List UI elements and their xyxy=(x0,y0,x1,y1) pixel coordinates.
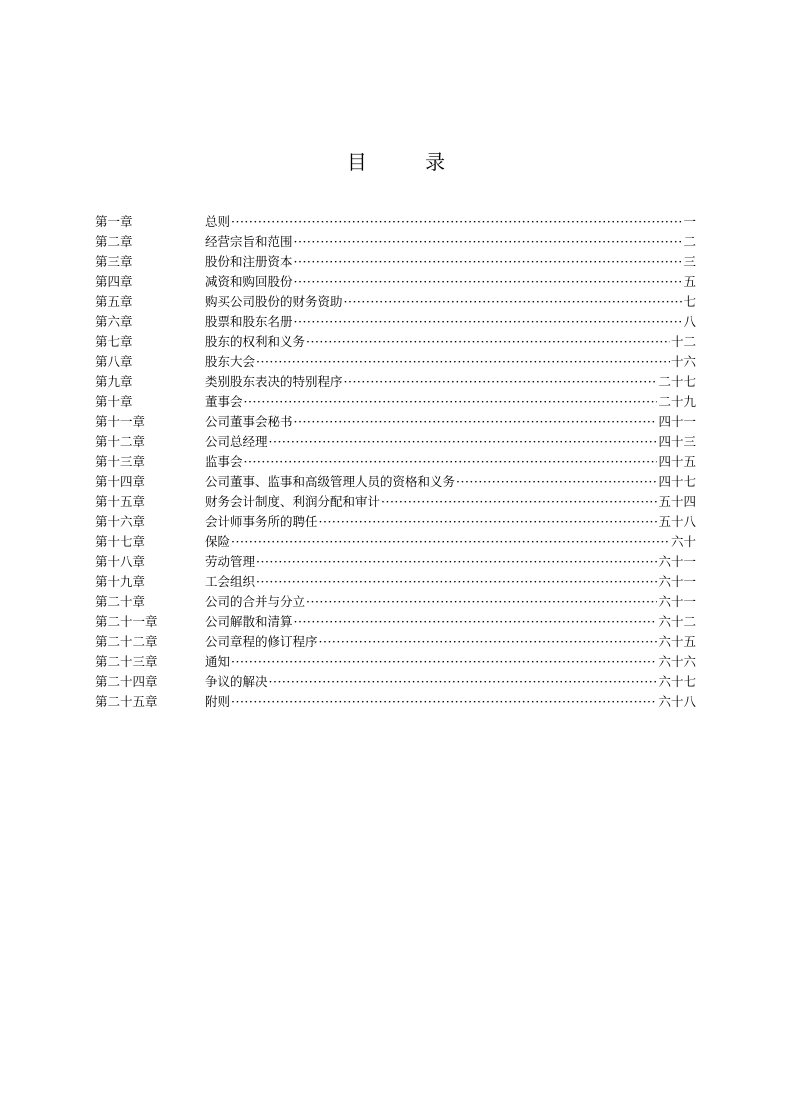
toc-chapter-title: 公司总经理 xyxy=(205,434,268,449)
toc-page-number: 五十八 xyxy=(658,514,696,529)
toc-chapter-title: 股票和股东名册 xyxy=(205,314,293,329)
toc-page-number: 三 xyxy=(683,254,696,269)
toc-dot-leader xyxy=(294,232,683,252)
toc-chapter-title: 公司解散和清算 xyxy=(205,614,293,629)
toc-page-number: 二 xyxy=(683,234,696,249)
toc-entry[interactable] xyxy=(95,352,696,372)
toc-page-number: 六十七 xyxy=(658,674,696,689)
toc-dot-leader xyxy=(231,652,657,672)
toc-chapter-title: 公司章程的修订程序 xyxy=(205,634,318,649)
toc-page-number: 十二 xyxy=(670,334,696,349)
toc-chapter-number: 第十五章 xyxy=(95,494,146,509)
toc-page-number: 五十四 xyxy=(658,494,696,509)
toc-page-number: 五 xyxy=(683,274,696,289)
toc-page-number: 六十五 xyxy=(658,634,696,649)
toc-chapter-number: 第十六章 xyxy=(95,514,146,529)
toc-dot-leader xyxy=(294,612,658,632)
toc-dot-leader xyxy=(231,212,682,232)
toc-entry[interactable] xyxy=(95,632,696,652)
toc-chapter-title: 争议的解决 xyxy=(205,674,268,689)
toc-dot-leader xyxy=(319,512,658,532)
toc-chapter-title: 附则 xyxy=(205,694,231,709)
toc-chapter-number: 第三章 xyxy=(95,254,133,269)
toc-chapter-title: 劳动管理 xyxy=(205,554,256,569)
toc-page-number: 六十六 xyxy=(658,654,696,669)
toc-page-number: 六十一 xyxy=(658,574,696,589)
toc-chapter-number: 第十九章 xyxy=(95,574,146,589)
toc-chapter-number: 第二十一章 xyxy=(95,614,158,629)
toc-page-number: 二十九 xyxy=(658,394,696,409)
toc-dot-leader xyxy=(244,392,658,412)
toc-chapter-number: 第四章 xyxy=(95,274,133,289)
toc-entry[interactable] xyxy=(95,272,696,292)
toc-page-number: 二十七 xyxy=(658,374,696,389)
toc-page-number: 四十七 xyxy=(658,474,696,489)
toc-page-number: 八 xyxy=(683,314,696,329)
toc-chapter-title: 公司的合并与分立 xyxy=(205,594,306,609)
toc-dot-leader xyxy=(456,472,657,492)
toc-page-number: 六十八 xyxy=(658,694,696,709)
toc-chapter-title: 监事会 xyxy=(205,454,243,469)
toc-chapter-title: 通知 xyxy=(205,654,231,669)
toc-page-number: 七 xyxy=(683,294,696,309)
toc-entry[interactable] xyxy=(95,692,696,712)
toc-chapter-number: 第五章 xyxy=(95,294,133,309)
toc-dot-leader xyxy=(344,292,683,312)
toc-page-number: 六十一 xyxy=(658,554,696,569)
toc-chapter-title: 公司董事、监事和高级管理人员的资格和义务 xyxy=(205,474,456,489)
toc-entry[interactable] xyxy=(95,292,696,312)
toc-dot-leader xyxy=(306,592,657,612)
toc-page-number: 十六 xyxy=(670,354,696,369)
toc-chapter-number: 第二十四章 xyxy=(95,674,158,689)
toc-entry[interactable] xyxy=(95,252,696,272)
toc-chapter-title: 财务会计制度、利润分配和审计 xyxy=(205,494,381,509)
toc-page-number: 四十三 xyxy=(658,434,696,449)
toc-dot-leader xyxy=(306,332,670,352)
toc-dot-leader xyxy=(294,272,683,292)
toc-chapter-number: 第六章 xyxy=(95,314,133,329)
toc-entry[interactable] xyxy=(95,592,696,612)
table-of-contents xyxy=(95,212,696,712)
toc-page-number: 四十一 xyxy=(658,414,696,429)
toc-entry[interactable] xyxy=(95,512,696,532)
toc-page-number: 六十二 xyxy=(658,614,696,629)
toc-entry[interactable] xyxy=(95,612,696,632)
toc-chapter-title: 经营宗旨和范围 xyxy=(205,234,293,249)
toc-chapter-title: 总则 xyxy=(205,214,231,229)
toc-chapter-title: 董事会 xyxy=(205,394,243,409)
toc-dot-leader xyxy=(269,432,658,452)
toc-entry[interactable] xyxy=(95,432,696,452)
toc-page-number: 六十 xyxy=(670,534,696,549)
toc-chapter-number: 第七章 xyxy=(95,334,133,349)
toc-chapter-number: 第九章 xyxy=(95,374,133,389)
toc-chapter-number: 第二十五章 xyxy=(95,694,158,709)
toc-chapter-title: 股份和注册资本 xyxy=(205,254,293,269)
toc-entry[interactable] xyxy=(95,212,696,232)
toc-entry[interactable] xyxy=(95,472,696,492)
page-title: 目 录 xyxy=(346,150,472,174)
toc-dot-leader xyxy=(381,492,657,512)
toc-dot-leader xyxy=(256,552,657,572)
toc-chapter-number: 第十一章 xyxy=(95,414,146,429)
toc-chapter-number: 第十七章 xyxy=(95,534,146,549)
toc-chapter-title: 购买公司股份的财务资助 xyxy=(205,294,343,309)
toc-chapter-number: 第十二章 xyxy=(95,434,146,449)
toc-dot-leader xyxy=(256,572,657,592)
toc-chapter-title: 股东的权利和义务 xyxy=(205,334,306,349)
toc-entry[interactable] xyxy=(95,412,696,432)
toc-chapter-title: 股东大会 xyxy=(205,354,256,369)
toc-chapter-title: 工会组织 xyxy=(205,574,256,589)
toc-entry[interactable] xyxy=(95,532,696,552)
toc-page-number: 六十一 xyxy=(658,594,696,609)
toc-dot-leader xyxy=(319,632,658,652)
toc-entry[interactable] xyxy=(95,552,696,572)
toc-entry[interactable] xyxy=(95,312,696,332)
toc-entry[interactable] xyxy=(95,332,696,352)
toc-chapter-number: 第八章 xyxy=(95,354,133,369)
toc-entry[interactable] xyxy=(95,672,696,692)
toc-dot-leader xyxy=(294,412,658,432)
toc-dot-leader xyxy=(231,532,670,552)
toc-chapter-title: 类别股东表决的特别程序 xyxy=(205,374,343,389)
toc-entry[interactable] xyxy=(95,492,696,512)
toc-chapter-number: 第二十三章 xyxy=(95,654,158,669)
toc-chapter-title: 保险 xyxy=(205,534,231,549)
toc-dot-leader xyxy=(294,312,683,332)
toc-entry[interactable] xyxy=(95,372,696,392)
toc-chapter-title: 减资和购回股份 xyxy=(205,274,293,289)
toc-dot-leader xyxy=(231,692,657,712)
toc-chapter-number: 第一章 xyxy=(95,214,133,229)
toc-chapter-number: 第十章 xyxy=(95,394,133,409)
toc-chapter-number: 第二章 xyxy=(95,234,133,249)
toc-entry[interactable] xyxy=(95,572,696,592)
toc-page-number: 四十五 xyxy=(658,454,696,469)
toc-chapter-number: 第二十章 xyxy=(95,594,146,609)
toc-entry[interactable] xyxy=(95,232,696,252)
toc-dot-leader xyxy=(244,452,658,472)
toc-dot-leader xyxy=(256,352,670,372)
toc-dot-leader xyxy=(344,372,658,392)
toc-entry[interactable] xyxy=(95,452,696,472)
toc-page-number: 一 xyxy=(683,214,696,229)
toc-chapter-number: 第二十二章 xyxy=(95,634,158,649)
toc-dot-leader xyxy=(269,672,658,692)
toc-entry[interactable] xyxy=(95,652,696,672)
toc-chapter-number: 第十三章 xyxy=(95,454,146,469)
toc-chapter-title: 会计师事务所的聘任 xyxy=(205,514,318,529)
toc-dot-leader xyxy=(294,252,683,272)
toc-chapter-title: 公司董事会秘书 xyxy=(205,414,293,429)
toc-entry[interactable] xyxy=(95,392,696,412)
toc-chapter-number: 第十四章 xyxy=(95,474,146,489)
toc-chapter-number: 第十八章 xyxy=(95,554,146,569)
